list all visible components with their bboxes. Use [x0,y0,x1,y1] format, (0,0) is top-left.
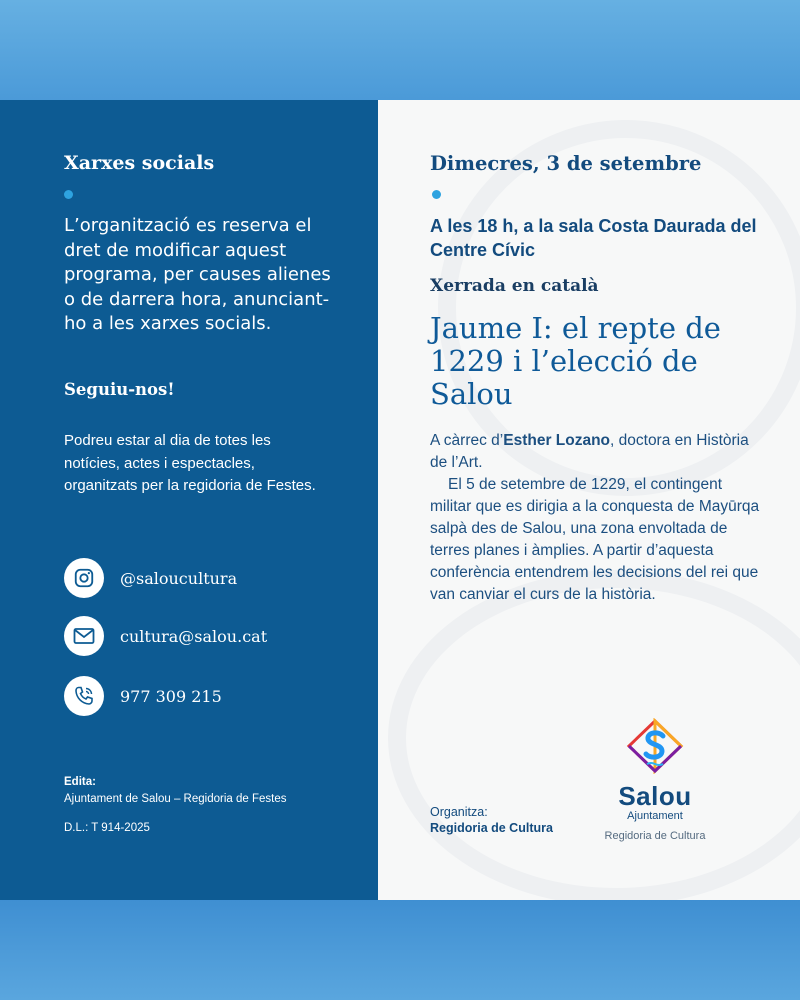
disclaimer-paragraph: L’organització es reserva el dret de modificar aquest programa, per causes alienes o de darrera hora, anunciant-ho a les xarxes socials. [64,215,331,334]
phone-number: 977 309 215 [120,686,222,706]
left-panel [0,100,378,900]
edita-text: Ajuntament de Salou – Regidoria de Festes [64,793,287,805]
description-paragraph: El 5 de setembre de 1229, el contingent militar que es dirigia a la conquesta de Mayūrqa salpà des de Salou, una zona envoltada de terres planes i àmplies. A partir d’aquesta conferència entendrem les decisions del rei que van canviar el curs de la història. [430,476,760,603]
email-contact[interactable] [64,616,267,656]
event-place: A les 18 h, a la sala Costa Daurada del Centre Cívic [430,216,757,260]
instagram-handle: @saloucultura [120,568,238,588]
instagram-icon [64,558,104,598]
flyer-page [0,100,800,900]
event-type: Xerrada en català [430,276,599,296]
follow-paragraph: Podreu estar al dia de totes les notícies, actes i espectacles, organitzats per la regidoria de Festes. [64,432,316,494]
email-address: cultura@salou.cat [120,626,268,646]
right-panel [378,100,800,900]
speaker-line [430,430,760,474]
instagram-contact[interactable] [64,558,237,598]
organitza-value: Regidoria de Cultura [430,821,553,835]
speaker-prefix: A càrrec d’ [430,432,504,449]
logo-dept: Regidoria de Cultura [604,830,706,842]
background-top [0,0,800,100]
date-dot [432,190,441,199]
phone-contact[interactable] [64,676,222,716]
event-title: Jaume I: el repte de 1229 i l’elecció de Salou [430,311,721,411]
edita-label: Edita: [64,776,96,788]
logo-name: Salou [618,781,692,811]
heading-dot [64,190,73,199]
event-description [430,430,760,606]
phone-icon [64,676,104,716]
speaker-name: Esther Lozano [503,432,611,449]
follow-heading: Seguiu-nos! [64,380,175,399]
event-date: Dimecres, 3 de setembre [430,152,702,175]
organizer-info [430,804,553,836]
logo-sub: Ajuntament [627,810,683,822]
mail-icon [64,616,104,656]
salou-logo [600,718,710,842]
legal-deposit: D.L.: T 914-2025 [64,822,150,834]
background-bottom [0,900,800,1000]
publisher-info [64,774,286,808]
speaker-suffix: , doctora en Història de l’Art. [430,432,749,471]
social-heading: Xarxes socials [64,152,215,174]
watermark-shape [388,570,800,900]
organitza-label: Organitza: [430,805,488,819]
salou-logo-icon [625,718,685,774]
